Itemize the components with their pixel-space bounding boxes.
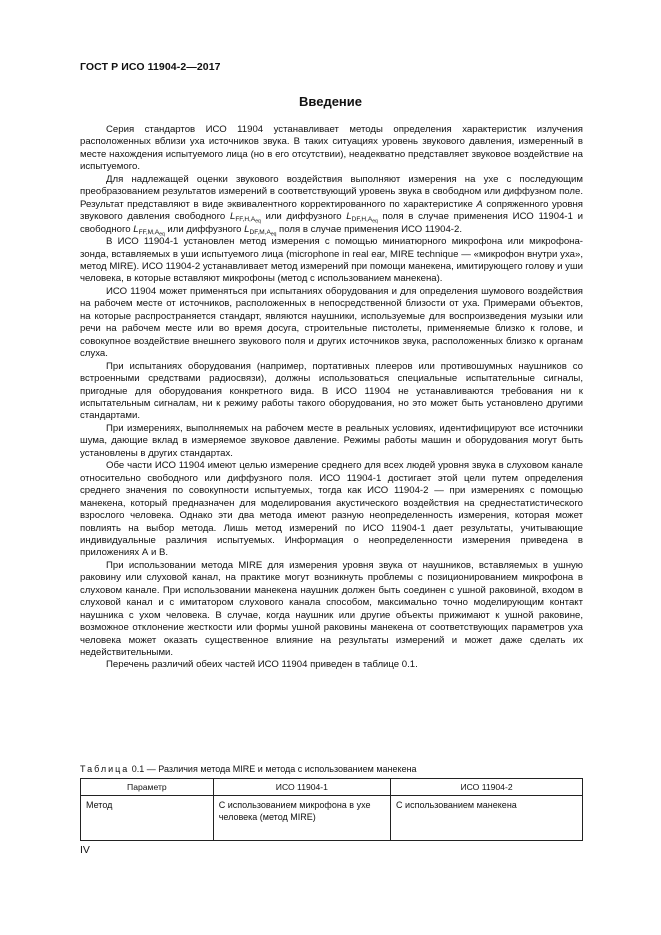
paragraph-5: При испытаниях оборудования (например, портативных плееров или противошумных наушников со встроенными средствами радиосвязи), должны использоваться специальные испытательные сигналы, пригодные для оборудования конкретного вида. В ИСО 11904 не устанавливаются требования ни к испытательным сигналам, ни к режиму работы такого оборудования, но это может быть установлено другими стандартами.: [80, 360, 583, 422]
table-row: [81, 796, 583, 841]
paragraph-9: Перечень различий обеих частей ИСО 11904 приведен в таблице 0.1.: [106, 659, 418, 671]
table-cell-iso-11904-2: С использованием манекена: [391, 796, 583, 841]
header-iso-11904-2: ИСО 11904-2: [391, 779, 583, 796]
paragraph-3: В ИСО 11904-1 установлен метод измерения с помощью миниатюрного микрофона или микрофона-зонда, вставляемых в уши испытуемого лица (microphone in real ear, MIRE technique — «микрофон внутри уха», метод MIRE). ИСО 11904-2 устанавливает метод измерений при помощи манекена, имитирующего голову и уши человека, в которые вставляют микрофоны (метод с использованием манекена).: [80, 236, 583, 285]
paragraph-2: Для надлежащей оценки звукового воздействия выполняют измерения на ухе с последующим преобразованием результатов измерений в соответствующий уровень звука в свободном или диффузном поле. Результат представляют в виде эквивалентного корректированного по характеристике A сопряженного уровня звукового давления свободного $L_{FF,H,A_{eq}}$ или диффузного $L_{DF,H,A_{eq}}$ поля в случае применения ИСО 11904-1 и свободного $L_{FF,M,A_{eq}}$ или диффузного $L_{DF,M,A_{eq}}$ поля в случае применения ИСО 11904-2.: [80, 173, 584, 238]
differences-table: [80, 778, 583, 841]
symbol-l-ff-h: L: [229, 211, 236, 223]
symbol-l-df-m: L: [244, 223, 250, 235]
document-header: ГОСТ Р ИСО 11904-2—2017: [80, 61, 221, 73]
paragraph-1: Серия стандартов ИСО 11904 устанавливает методы определения характеристик излучения расположенных вблизи уха источников звука. В таких ситуациях уровень звукового давления, измеренный в месте нахождения испытуемого лица (но в его отсутствии), неадекватно представляет звуковое воздействие на испытуемого.: [80, 124, 583, 173]
introduction-body: [80, 124, 583, 672]
page-number: IV: [80, 844, 90, 856]
section-title: Введение: [299, 94, 362, 109]
header-parameter: Параметр: [81, 779, 214, 796]
table-cell-parameter: Метод: [81, 796, 214, 841]
table-header-row: [81, 779, 583, 796]
table-caption: Таблица 0.1 — Различия метода MIRE и метода с использованием манекена: [80, 764, 417, 774]
paragraph-4: ИСО 11904 может применяться при испытаниях оборудования и для определения шумового воздействия на рабочем месте от источников, расположенных в непосредственной близости от уха. Примерами объектов, на которые распространяется стандарт, являются наушники, используемые для воспроизведения музыки или речи на рабочем месте или во время досуга, строительные пистолеты, применяемые близко к голове, и совокупное воздействие внешнего звукового поля и других источников звука, расположенных близко к органам слуха.: [80, 285, 583, 360]
header-iso-11904-1: ИСО 11904-1: [213, 779, 390, 796]
table-cell-iso-11904-1: С использованием микрофона в ухе человека (метод MIRE): [213, 796, 390, 841]
symbol-l-df-h: L: [346, 211, 352, 223]
symbol-l-ff-m: L: [133, 223, 139, 235]
paragraph-6: При измерениях, выполняемых на рабочем месте в реальных условиях, идентифицируют все источники шума, дающие вклад в измеряемое звуковое давление. Режимы работы машин и оборудования могут быть установлены в других стандартах.: [80, 422, 583, 459]
paragraph-8: При использовании метода MIRE для измерения уровня звука от наушников, вставляемых в ушную раковину или слуховой канал, на практике могут возникнуть проблемы с позиционированием микрофона в слуховом канале. При использовании манекена наушник должен быть соединен с ушной раковиной, входом в слуховой канал и с имитатором слухового канала способом, максимально точно моделирующим контакт наушника с ухом человека. В случае, когда наушник или другие объекты прижимают к ушной раковине, возможное отклонение жесткости или формы ушной раковины манекена от соответствующих параметров уха человека может оказать существенное влияние на результаты измерений и может даже сделать их недействительными.: [80, 559, 583, 659]
paragraph-7: Обе части ИСО 11904 имеют целью измерение среднего для всех людей уровня звука в слуховом канале относительно свободного или диффузного поля. ИСО 11904-1 достигает этой цели путем определения среднего значения по совокупности испытуемых, тогда как ИСО 11904-2 — при измерениях с помощью манекена, который предназначен для моделирования акустического воздействия на среднестатистического взрослого человека. Однако эти два метода имеют разную неопределенность измерения, которая может повлиять на выбор метода. Лишь метод измерений по ИСО 11904-1 дает результаты, учитывающие индивидуальные различия испытуемых. Информация о неопределенности измерения приведена в приложениях А и В.: [80, 460, 583, 559]
